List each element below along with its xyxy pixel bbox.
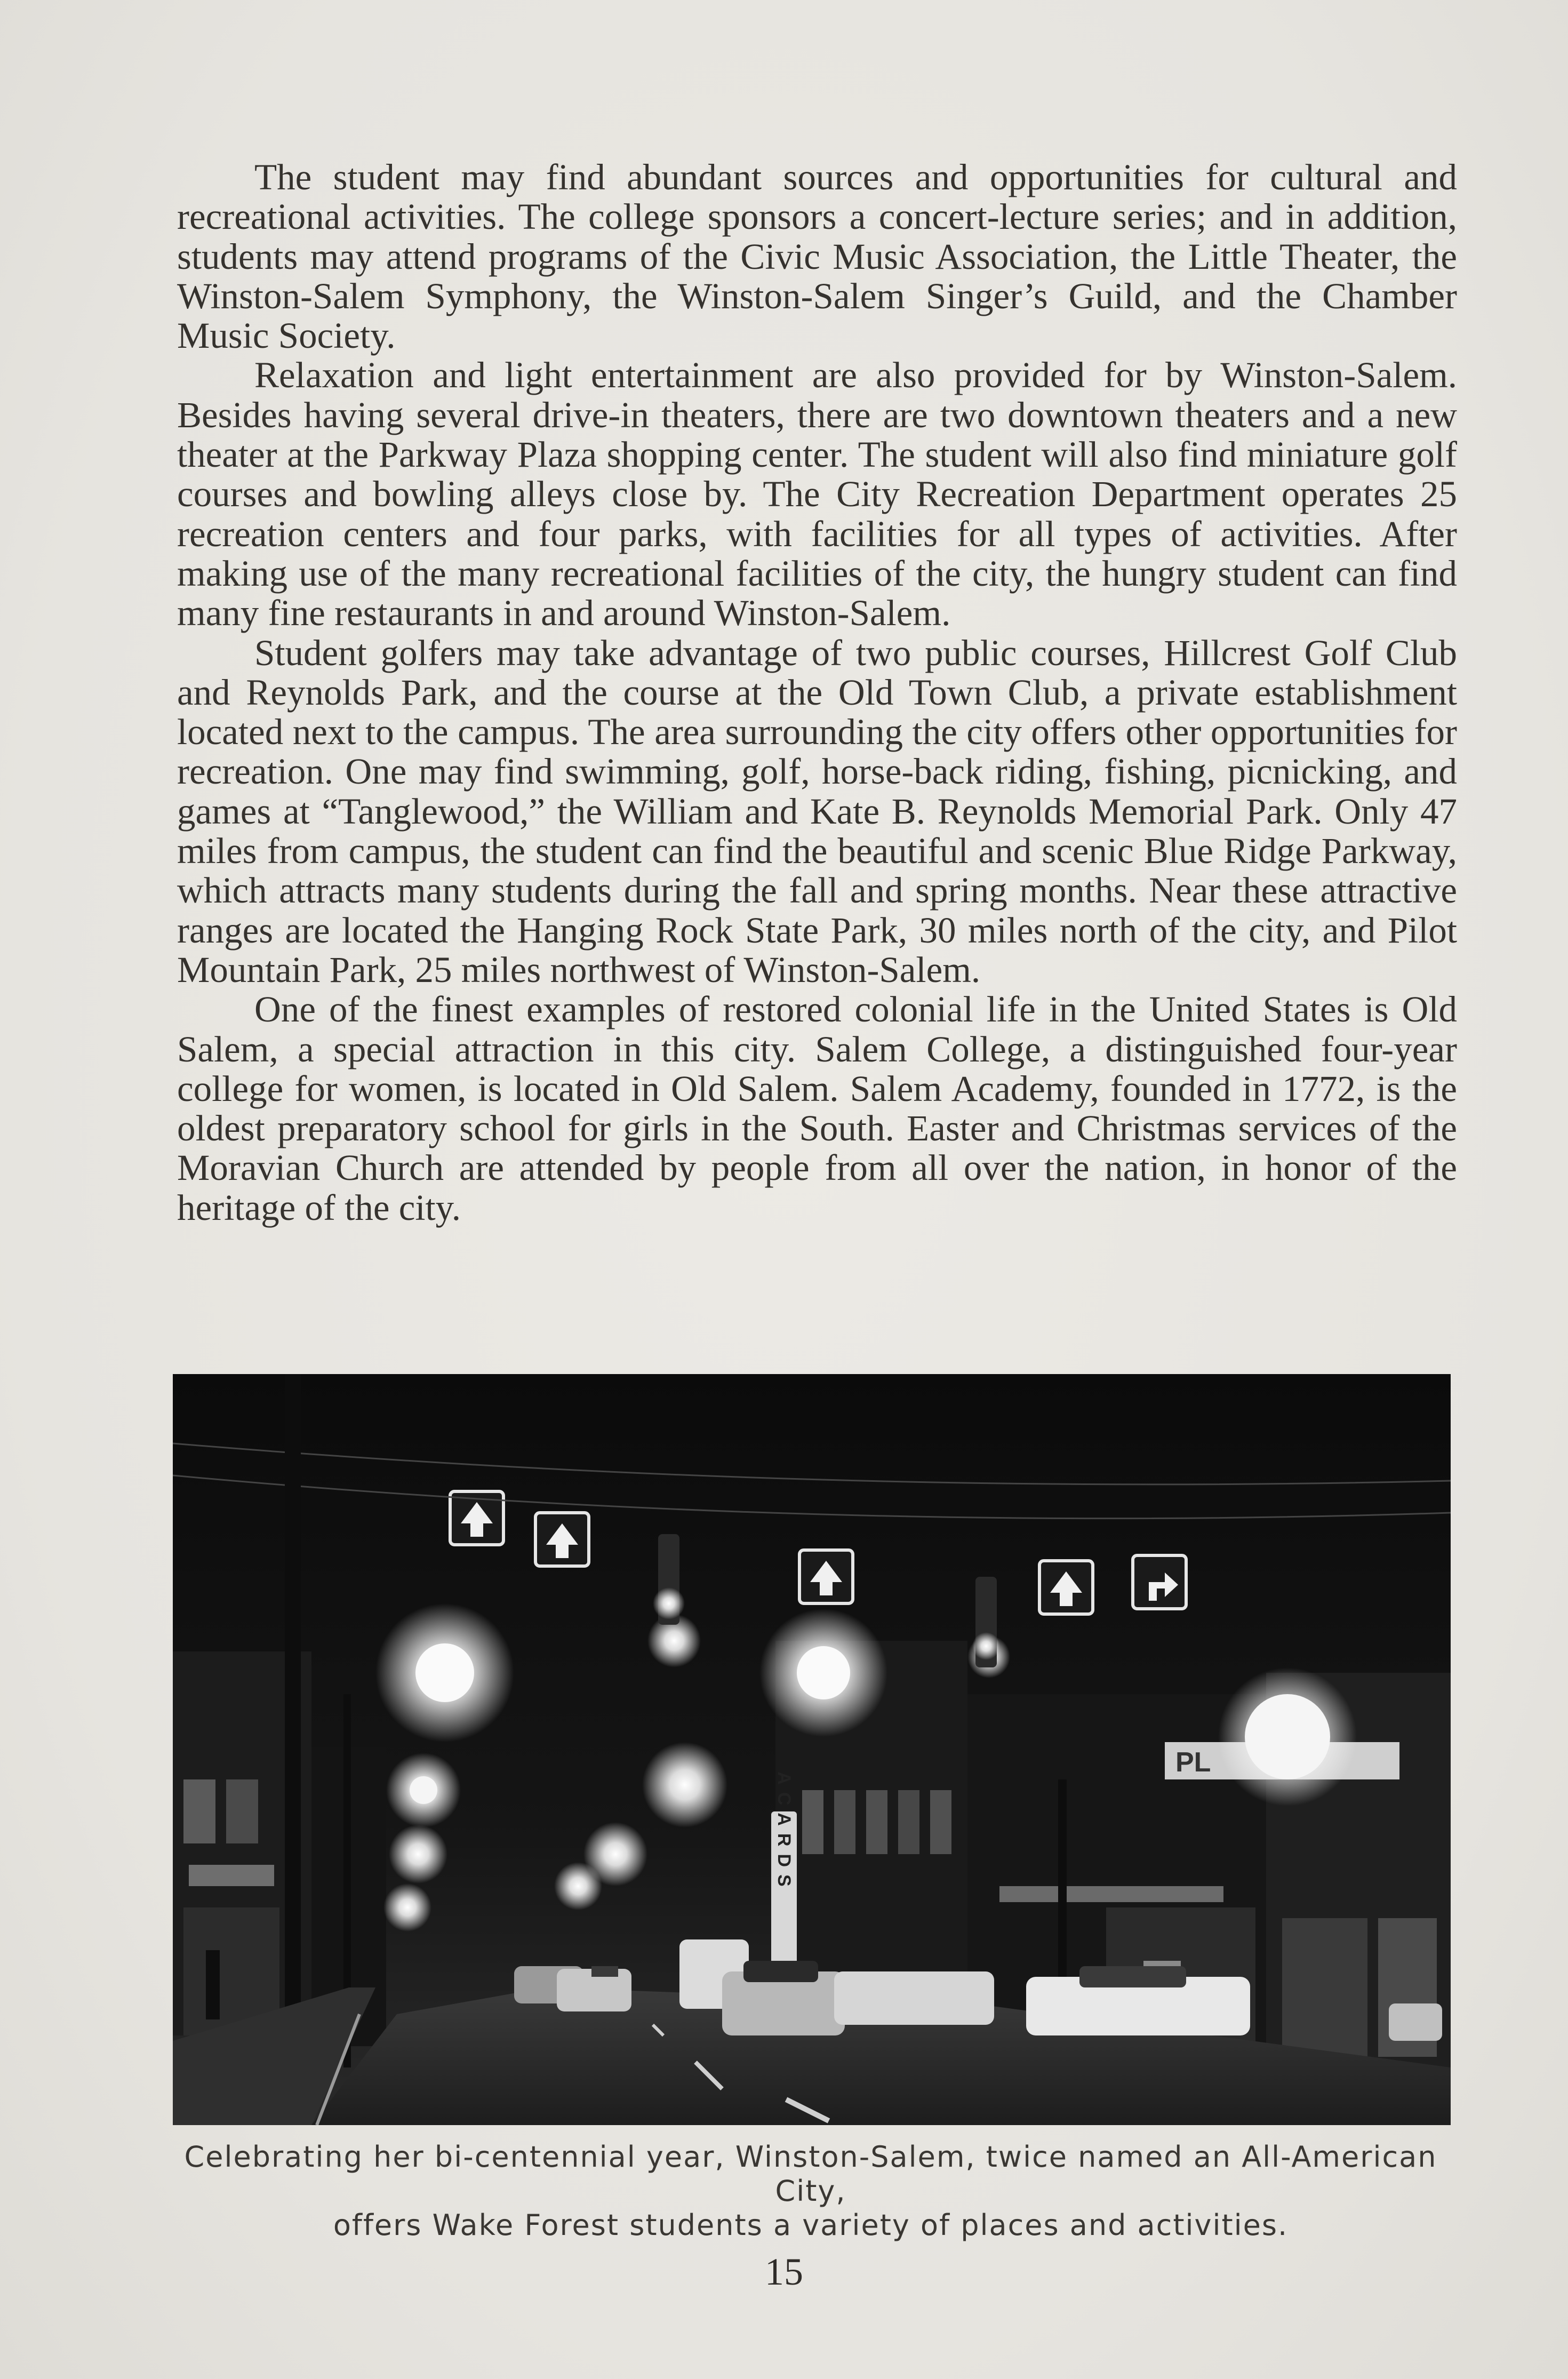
paragraph-entertainment: Relaxation and light entertainment are also provided for by Winston-Salem. Besides having several drive-in theaters, there are two downtown theaters and a new theater at the Parkway Plaza shopping center. The student will also find miniature golf courses and bowling alleys close by. The City Recreation Department operates 25 recreation centers and four parks, with facilities for all types of activities. After making use of the many recreational facilities of the city, the hungry student can find many fine restaurants in and around Winston-Salem. <box>177 355 1457 634</box>
photo-caption <box>160 2140 1461 2242</box>
caption-line-1: Celebrating her bi-centennial year, Winston-Salem, twice named an All-American City, <box>184 2140 1437 2208</box>
page-number: 15 <box>765 2250 803 2293</box>
night-street-photo <box>173 1374 1451 2125</box>
paragraph-old-salem: One of the finest examples of restored colonial life in the United States is Old Salem, a special attraction in this city. Salem College, a distinguished four-year college for women, is located in Old Salem. Salem Academy, founded in 1772, is the oldest preparatory school for girls in the South. Easter and Christmas services of the Moravian Church are attended by people from all over the nation, in honor of the heritage of the city. <box>177 989 1457 1228</box>
paragraph-cultural: The student may find abundant sources and opportunities for cultural and recreational activities. The college sponsors a concert-lecture series; and in addition, students may attend programs of the Civic Music Association, the Little Theater, the Winston-Salem Symphony, the Winston-Salem Singer’s Guild, and the Chamber Music Society. <box>177 157 1457 356</box>
vertical-neon-sign <box>771 1771 797 1987</box>
store-sign-text: PL <box>1175 1747 1211 1778</box>
paragraph-golf-recreation: Student golfers may take advantage of two public courses, Hillcrest Golf Club and Reynolds Park, and the course at the Old Town Club, a private establishment located next to the campus. The area surrounding the city offers other opportunities for recreation. One may find swimming, golf, horse-back riding, fishing, picnicking, and games at “Tanglewood,” the William and Kate B. Reynolds Memorial Park. Only 47 miles from campus, the student can find the beautiful and scenic Blue Ridge Parkway, which attracts many students during the fall and spring months. Near these attractive ranges are located the Hanging Rock State Park, 30 miles north of the city, and Pilot Mountain Park, 25 miles northwest of Winston-Salem. <box>177 632 1457 990</box>
pedestrian <box>206 1950 220 2019</box>
body-text <box>177 157 1457 1227</box>
caption-line-2: offers Wake Forest students a variety of places and activities. <box>333 2208 1289 2242</box>
vertical-sign-text: ACARDS <box>774 1771 794 1894</box>
